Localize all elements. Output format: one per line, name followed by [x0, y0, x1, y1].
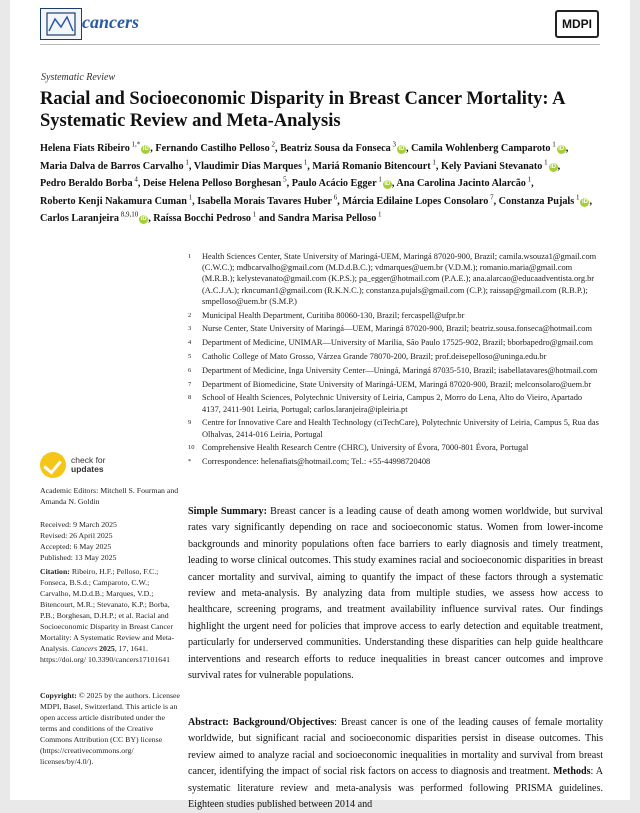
- author-name: [411, 140, 566, 154]
- orcid-icon[interactable]: iD: [398, 146, 405, 152]
- affiliation-text: Comprehensive Health Research Centre (CHRC), University of Évora, 7000-801 Évora, Portugal: [202, 443, 529, 453]
- affiliation-item: [188, 337, 603, 348]
- affiliation-number: *: [188, 458, 192, 466]
- author-name: [40, 210, 148, 225]
- citation-journal: Cancers: [71, 644, 98, 653]
- author-affiliation-marker: 1: [251, 210, 257, 219]
- affiliation-text: Department of Medicine, UNIMAR—University of Marilia, São Paulo 17525-902, Brazil; bborbapedro@gmail.com: [202, 338, 594, 348]
- author-name: [312, 158, 436, 172]
- author-name-text: Beatriz Sousa da Fonseca: [280, 143, 391, 154]
- affiliation-text: Department of Biomedicine, State University of Maringá-UEM, Maringá 87020-900, Brazil; melconsolaro@uem.br: [202, 379, 592, 389]
- affiliation-item: [188, 351, 603, 362]
- author-affiliation-marker: 8,9,10: [118, 210, 139, 219]
- citation-rest: , 17, 1641. https://doi.org/ 10.3390/cancers17101641: [40, 644, 171, 664]
- author-name-text: Isabella Morais Tavares Huber: [197, 195, 333, 207]
- author-name-text: Ana Carolina Jacinto Alarcão: [396, 178, 526, 190]
- affiliation-text: School of Health Sciences, Polytechnic University of Leiria, Campus 2, Morro do Lena, Alto do Vieiro, Apartado 4137, 2411-901 Leiria, Portugal; carlos.laranjeira@ipleiria.pt: [202, 393, 583, 414]
- author-name-text: Roberto Kenji Nakamura Cuman: [40, 195, 187, 207]
- author-affiliation-marker: 5: [281, 175, 287, 184]
- author-affiliation-marker: 7: [488, 193, 494, 202]
- academic-editors: Academic Editors: Mitchell S. Fourman and Amanda N. Goldin: [40, 486, 179, 506]
- check-updates-line1: check for: [71, 455, 106, 465]
- abstract-background-label: Background/Objectives: [232, 717, 335, 728]
- affiliation-number: 3: [188, 325, 192, 333]
- author-affiliation-marker: 1: [302, 158, 308, 167]
- author-name: [441, 158, 558, 172]
- journal-name: cancers: [82, 12, 139, 32]
- citation: [40, 566, 180, 665]
- author-affiliation-marker: 6: [332, 193, 338, 202]
- author-name-text: Carlos Laranjeira: [40, 213, 119, 225]
- author-name-text: Kely Paviani Stevanato: [441, 160, 543, 172]
- author-name: [40, 175, 138, 190]
- affiliation-item: [188, 417, 603, 439]
- orcid-icon[interactable]: iD: [384, 181, 391, 188]
- author-affiliation-marker: 1: [525, 175, 532, 184]
- affiliation-item: [188, 310, 603, 321]
- author-name-text: Constanza Pujals: [498, 195, 575, 207]
- affiliation-item: [188, 442, 603, 453]
- author-affiliation-marker: 1: [542, 158, 548, 167]
- author-name-text: Deise Helena Pelloso Borghesan: [142, 178, 282, 190]
- affiliation-text: Correspondence: helenafiats@hotmail.com; Tel.: +55-44998720408: [202, 457, 431, 467]
- affiliation-item: [188, 392, 603, 414]
- citation-text: Ribeiro, H.F.; Pelloso, F.C.; Fonseca, B.S.d.; Camparoto, C.W.; Carvalho, M.D.d.B.; Marques, V.D.; Bitencourt, M.R.; Stevanato, K.P.; Borba, P.B.; Borghesan, D.H.P.; et al. Racial and Socioeconomic Disparity in Breast Cancer Mortality: A Systematic Review and Meta-Analysis.: [40, 567, 175, 653]
- author-name: [277, 210, 382, 225]
- copyright-text: © 2025 by the authors. Licensee MDPI, Basel, Switzerland. This article is an open access article distributed under the terms and conditions of the Creative Commons Attribution (CC BY) license (https://creativecommons.org/ licenses/by/4.0/).: [40, 691, 180, 766]
- simple-summary: [188, 504, 603, 684]
- author-name: [280, 140, 406, 154]
- affiliation-number: 6: [188, 366, 192, 374]
- author-affiliation-marker: 4: [132, 175, 138, 184]
- author-name: [142, 175, 287, 190]
- affiliation-number: 9: [188, 419, 192, 427]
- author-name-text: Fernando Castilho Pelloso: [155, 143, 270, 154]
- affiliation-item: [188, 365, 603, 376]
- author-affiliation-marker: 2: [269, 140, 275, 149]
- author-name: [197, 193, 338, 207]
- affiliation-item: [188, 379, 603, 390]
- author-affiliation-marker: 3: [390, 140, 396, 149]
- copyright: [40, 690, 180, 767]
- author-name-text: Márcia Edilaine Lopes Consolaro: [342, 195, 489, 207]
- author-name: [396, 175, 532, 190]
- journal-logo-icon: [40, 8, 82, 40]
- author-affiliation-marker: 1: [376, 210, 382, 219]
- date-revised: Revised: 26 April 2025: [40, 531, 113, 540]
- check-for-updates-button[interactable]: [40, 452, 106, 478]
- author-name: [40, 140, 150, 154]
- orcid-icon[interactable]: iD: [558, 146, 565, 152]
- date-published: Published: 13 May 2025: [40, 553, 117, 562]
- article-page: [10, 0, 630, 811]
- author-name: [40, 158, 189, 172]
- affiliation-number: 1: [188, 253, 192, 260]
- author-affiliation-marker: 1,*: [129, 140, 141, 149]
- affiliation-number: 10: [188, 444, 195, 452]
- author-affiliation-marker: 1: [186, 193, 193, 202]
- author-name-text: Sandra Marisa Pelloso: [277, 213, 377, 225]
- orcid-icon[interactable]: iD: [140, 216, 147, 223]
- affiliations: [188, 251, 603, 470]
- author-affiliation-marker: 1: [574, 193, 580, 202]
- affiliation-text: Catholic College of Mato Grosso, Várzea Grande 78070-200, Brazil; prof.deisepelloso@uninga.edu.br: [202, 352, 547, 361]
- author-affiliation-marker: 1: [376, 175, 382, 184]
- author-name-text: Paulo Acácio Egger: [291, 178, 377, 190]
- affiliation-text: Municipal Health Department, Curitiba 80060-130, Brazil; fercaspell@ufpr.br: [202, 310, 465, 320]
- citation-label: Citation:: [40, 567, 70, 576]
- header-divider: [40, 44, 600, 45]
- orcid-icon[interactable]: iD: [581, 198, 588, 205]
- author-name-text: Helena Fiats Ribeiro: [40, 143, 130, 154]
- affiliation-text: Health Sciences Center, State University of Maringá-UEM, Maringá 87020-900, Brazil; camila.wsouza1@gmail.com (C.W.C.); mdbcarvalho@gmail.com (M.D.d.B.C.); vdmarques@uem.br (V.D.M.); romanio.maria@gmail.com (M.R.B.); kelystevanato@gmail.com (K.P.S.); pa_egger@hotmail.com (P.A.E.); ana.alarcao@educaadventista.org.br (A.C.J.A.); rkncuman1@gmail.com (R.K.N.C.); constanza.pujals@gmail.com (C.P.); raissap@gmail.com (R.B.P.); smpelloso@uem.br (S.M.P.): [202, 252, 597, 306]
- author-name: [498, 193, 590, 207]
- check-updates-line2: updates: [71, 464, 104, 474]
- affiliation-text: Centre for Innovative Care and Health Technology (ciTechCare), Polytechnic University of Leiria, Campus 5, Rua das Olhalvas, 2414-016 Leiria, Portugal: [202, 418, 599, 439]
- abstract-methods-text: : A systematic literature review and meta-analysis was performed following PRISMA guidelines. Eighteen studies published between 2014 and: [188, 766, 603, 811]
- publisher-logo: MDPI: [555, 10, 599, 38]
- author-name-text: Camila Wohlenberg Camparoto: [411, 143, 551, 154]
- simple-summary-label: Simple Summary:: [188, 506, 267, 517]
- author-list: Helena Fiats Ribeiro $^{1,*}$iD , Fernando Castilho Pelloso $^2$, Beatriz Sousa da Fonseca $^3$iD , Camila Wohlenberg Camparoto $^1$iD , Maria Dalva de Barros Carvalho $^1$, Vlaudimir Dias Marques $^1$, Mariá Romanio Bitencourt $^1$, Kely Paviani Stevanato $^1$iD , Pedro Beraldo Borba $^4$, Deise Helena Pelloso Borghesan $^5$, Paulo Acácio Egger $^1$iD , Ana Carolina Jacinto Alarcão $^1$, Roberto Kenji Nakamura Cuman $^1$, Isabella Morais Tavares Huber $^6$, Márcia Edilaine Lopes Consolaro $^7$, Constanza Pujals $^1$iD , Carlos Laranjeira $^{8,9,10}$iD , Raíssa Bocchi Pedroso $^1$ and Sandra Marisa Pelloso $^1$: [40, 140, 593, 225]
- author-name: [155, 140, 275, 154]
- abstract-methods-label: Methods: [552, 766, 591, 778]
- orcid-icon[interactable]: iD: [142, 146, 149, 152]
- affiliation-item: [188, 456, 603, 467]
- author-name-text: Pedro Beraldo Borba: [40, 178, 133, 190]
- author-affiliation-marker: 1: [183, 158, 189, 167]
- abstract-label: Abstract:: [188, 717, 229, 728]
- author-affiliation-marker: 1: [550, 140, 556, 149]
- abstract: [188, 715, 603, 813]
- author-name: [40, 193, 193, 207]
- affiliation-text: Department of Medicine, Inga University Center—Uningá, Maringá 87035-510, Brazil; isabellatavares@hotmail.com: [202, 365, 598, 375]
- affiliation-item: [188, 251, 603, 307]
- affiliation-item: [188, 323, 603, 334]
- author-affiliation-marker: 1: [430, 158, 436, 167]
- author-name-text: Vlaudimir Dias Marques: [193, 160, 303, 172]
- dates: [40, 519, 180, 563]
- article-type: Systematic Review: [41, 72, 116, 83]
- abstract-background-text: : Breast cancer is one of the leading causes of female mortality worldwide, but significant racial and socioeconomic disparities persist in disease outcomes. This review aimed to analyze racial and socioeconomic inequalities in mortality and survival from breast cancer, identifying the impact of social risk factors on access to diagnosis and treatment.: [188, 717, 603, 778]
- affiliation-number: 7: [188, 380, 192, 388]
- orcid-icon[interactable]: iD: [550, 163, 557, 170]
- date-received: Received: 9 March 2025: [40, 520, 117, 529]
- citation-year: 2025: [99, 644, 115, 653]
- affiliation-text: Nurse Center, State University of Maringá—UEM, Maringá 87020-900, Brazil; beatriz.sousa.fonseca@hotmail.com: [202, 324, 592, 334]
- copyright-label: Copyright:: [40, 691, 77, 700]
- article-title: Racial and Socioeconomic Disparity in Breast Cancer Mortality: A Systematic Review and Meta-Analysis: [40, 89, 565, 131]
- author-name-text: Maria Dalva de Barros Carvalho: [40, 160, 184, 172]
- affiliation-number: 4: [188, 339, 192, 347]
- simple-summary-text: Breast cancer is a leading cause of death among women worldwide, but survival rates vary significantly depending on race and socioeconomic status. Women from lower-income backgrounds and minority populations often face barriers to early diagnosis and timely treatment, leading to worse clinical outcomes. This study examines racial and socioeconomic disparities in breast cancer mortality and survival, aiming to quantify the impact of these factors through a systematic review and meta-analysis. By analyzing data from multiple studies, we assess how access to healthcare, screening programs, and treatment availability influence survival rates. Our findings highlight the urgent need for policies that improve access to early detection and equitable treatment, particularly for underserved communities. Understanding these disparities can help guide healthcare interventions and research efforts to reduce inequalities in breast cancer outcomes and improve survival rates for vulnerable populations.: [188, 506, 603, 682]
- author-name-text: Mariá Romanio Bitencourt: [312, 160, 431, 172]
- date-accepted: Accepted: 6 May 2025: [40, 542, 112, 551]
- author-name: [342, 193, 494, 207]
- author-name: [153, 210, 257, 225]
- author-name-text: Raíssa Bocchi Pedroso: [153, 213, 252, 225]
- author-name: [291, 175, 392, 190]
- affiliation-number: 5: [188, 353, 192, 360]
- affiliation-number: 8: [188, 394, 192, 402]
- check-updates-icon: [40, 452, 66, 478]
- author-name: [193, 158, 308, 172]
- affiliation-number: 2: [188, 311, 192, 319]
